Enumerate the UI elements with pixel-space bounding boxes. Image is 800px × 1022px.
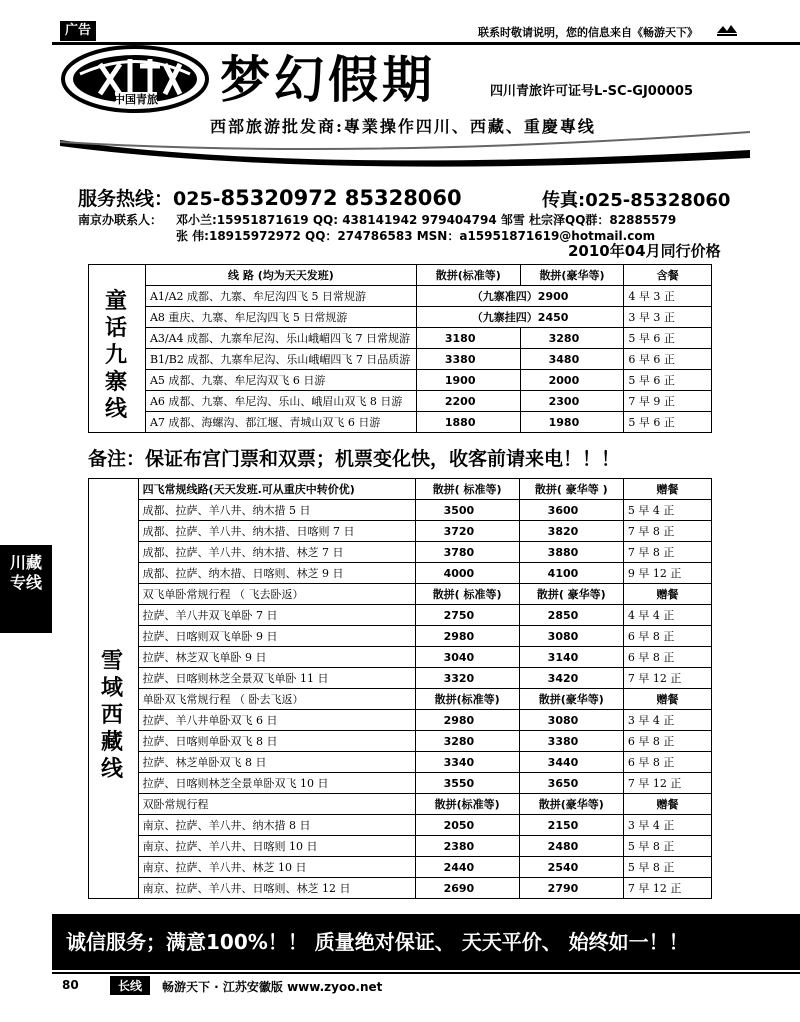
table-row (89, 647, 712, 668)
table-row (89, 563, 712, 584)
luxury-price-cell: 2000 (520, 370, 624, 391)
standard-price-cell: 2380 (415, 836, 519, 857)
column-header: 散拼(标准等) (415, 794, 519, 815)
meal-cell: 4 早 3 正 (624, 286, 712, 307)
side-tab-line-2: 专线 (9, 573, 42, 592)
route-cell: 拉萨、羊八井单卧双飞 6 日 (138, 710, 415, 731)
route-cell: 拉萨、林芝单卧双飞 8 日 (138, 752, 415, 773)
standard-price-cell: 3340 (415, 752, 519, 773)
table-row (89, 412, 712, 433)
column-header: 散拼(豪华等) (519, 794, 623, 815)
tibet-table (88, 478, 712, 899)
hotline-label: 服务热线：025- (78, 188, 221, 210)
column-header: 散拼(标准等) (416, 265, 520, 286)
route-cell: A1/A2 成都、九寨、牟尼沟四飞 5 日常规游 (145, 286, 416, 307)
luxury-price-cell: 3280 (520, 328, 624, 349)
luxury-price-cell: 3480 (520, 349, 624, 370)
side-tab-line-1: 川藏 (9, 553, 42, 572)
table-row (89, 668, 712, 689)
standard-price-cell: 3180 (416, 328, 520, 349)
section-header-row (89, 689, 712, 710)
meal-cell: 6 早 8 正 (623, 647, 711, 668)
price-date: 2010年04月同行价格 (568, 242, 721, 260)
section-header-row (89, 794, 712, 815)
table-row (89, 286, 712, 307)
standard-price-cell: 3380 (416, 349, 520, 370)
table-row (89, 500, 712, 521)
fax-number: 传真:025-85328060 (542, 190, 731, 211)
meal-cell: 5 早 6 正 (624, 412, 712, 433)
luxury-price-cell: 3650 (519, 773, 623, 794)
luxury-price-cell: 2300 (520, 391, 624, 412)
route-cell: A7 成都、海螺沟、都江堰、青城山双飞 6 日游 (145, 412, 416, 433)
standard-price-cell: 2980 (415, 626, 519, 647)
luxury-price-cell: 2790 (519, 878, 623, 899)
route-cell: 南京、拉萨、羊八井、林芝 10 日 (138, 857, 415, 878)
standard-price-cell: 3720 (415, 521, 519, 542)
table-row (89, 349, 712, 370)
standard-price-cell: 3780 (415, 542, 519, 563)
meal-cell: 7 早 12 正 (623, 878, 711, 899)
jiuzhai-title: 童话九寨线 (104, 289, 127, 422)
column-header: 双卧常规行程 (138, 794, 415, 815)
meal-cell: 5 早 4 正 (623, 500, 711, 521)
table-row (89, 815, 712, 836)
meal-cell: 6 早 8 正 (623, 752, 711, 773)
table-row (89, 370, 712, 391)
standard-price-cell: 1900 (416, 370, 520, 391)
meal-cell: 9 早 12 正 (623, 563, 711, 584)
standard-price-cell: 4000 (415, 563, 519, 584)
page-number: 80 (62, 978, 79, 992)
table-row (89, 626, 712, 647)
table-row (89, 521, 712, 542)
luxury-price-cell: 3880 (519, 542, 623, 563)
column-header: 赠餐 (623, 584, 711, 605)
column-header: 线 路 (均为天天发班) (145, 265, 416, 286)
standard-price-cell: 3040 (415, 647, 519, 668)
hotline-numbers: 85320972 85328060 (220, 186, 462, 210)
luxury-price-cell: 3820 (519, 521, 623, 542)
logo-text: 中国青旅 (114, 93, 158, 106)
column-header: 赠餐 (623, 794, 711, 815)
route-cell: A8 重庆、九寨、牟尼沟四飞 5 日常规游 (145, 307, 416, 328)
luxury-price-cell: 3080 (519, 710, 623, 731)
route-cell: A3/A4 成都、九寨牟尼沟、乐山峨嵋四飞 7 日常规游 (145, 328, 416, 349)
luxury-price-cell: 2480 (519, 836, 623, 857)
column-header: 散拼(标准等) (415, 689, 519, 710)
section-header-row (89, 479, 712, 500)
column-header: 散拼( 标准等) (415, 479, 519, 500)
meal-cell: 3 早 4 正 (623, 815, 711, 836)
luxury-price-cell: 2150 (519, 815, 623, 836)
meal-cell: 6 早 6 正 (624, 349, 712, 370)
standard-price-cell: 2690 (415, 878, 519, 899)
contact-line-1: 邓小兰:15951871619 QQ: 438141942 979404794 邹雪 杜宗泽QQ群：82885579 (176, 213, 677, 227)
meal-cell: 3 早 3 正 (624, 307, 712, 328)
merged-price-cell: （九寨准四）2900 (416, 286, 623, 307)
luxury-price-cell: 3440 (519, 752, 623, 773)
column-header: 四飞常规线路(天天发班.可从重庆中转价优) (138, 479, 415, 500)
route-cell: 南京、拉萨、羊八井、日喀则、林芝 12 日 (138, 878, 415, 899)
route-cell: A6 成都、九寨、牟尼沟、乐山、峨眉山双飞 8 日游 (145, 391, 416, 412)
table-row (89, 878, 712, 899)
meal-cell: 7 早 8 正 (623, 542, 711, 563)
standard-price-cell: 2440 (415, 857, 519, 878)
standard-price-cell: 2200 (416, 391, 520, 412)
license-number: 四川青旅许可证号L-SC-GJ00005 (490, 84, 694, 99)
route-cell: 拉萨、日喀则林芝全景双飞单卧 11 日 (138, 668, 415, 689)
ad-tag: 广告 (60, 21, 96, 41)
source-note: 联系时敬请说明，您的信息来自《畅游天下》 (478, 26, 698, 39)
meal-cell: 5 早 8 正 (623, 836, 711, 857)
remark-note: 备注：保证布宫门票和双票；机票变化快，收客前请来电！！！ (88, 448, 621, 470)
route-cell: 拉萨、日喀则双飞单卧 9 日 (138, 626, 415, 647)
bottom-slogan: 诚信服务；满意100%！！ 质量绝对保证、 天天平价、 始终如一！！ (52, 914, 800, 970)
cyts-logo-icon (60, 44, 210, 114)
route-cell: B1/B2 成都、九寨牟尼沟、乐山峨嵋四飞 7 日品质游 (145, 349, 416, 370)
table-row (89, 307, 712, 328)
jiuzhai-table (88, 264, 712, 433)
table-row (89, 731, 712, 752)
luxury-price-cell: 1980 (520, 412, 624, 433)
meal-cell: 6 早 8 正 (623, 731, 711, 752)
table-row (89, 752, 712, 773)
luxury-price-cell: 2540 (519, 857, 623, 878)
footer-publication: 畅游天下 · 江苏安徽版 www.zyoo.net (162, 980, 383, 994)
meal-cell: 5 早 6 正 (624, 370, 712, 391)
column-header: 双飞单卧常规行程 （ 飞去卧返） (138, 584, 415, 605)
route-cell: 成都、拉萨、羊八井、纳木措、日喀则 7 日 (138, 521, 415, 542)
luxury-price-cell: 3380 (519, 731, 623, 752)
route-cell: 拉萨、林芝双飞单卧 9 日 (138, 647, 415, 668)
meal-cell: 6 早 8 正 (623, 626, 711, 647)
luxury-price-cell: 3140 (519, 647, 623, 668)
meal-cell: 7 早 9 正 (624, 391, 712, 412)
table-row (89, 391, 712, 412)
column-header: 单卧双飞常规行程 （ 卧去飞返） (138, 689, 415, 710)
meal-cell: 3 早 4 正 (623, 710, 711, 731)
luxury-price-cell: 3080 (519, 626, 623, 647)
standard-price-cell: 1880 (416, 412, 520, 433)
merged-price-cell: （九寨挂四）2450 (416, 307, 623, 328)
column-header: 散拼( 标准等) (415, 584, 519, 605)
brand-title: 梦幻假期 (220, 50, 436, 109)
route-cell: A5 成都、九寨、牟尼沟双飞 6 日游 (145, 370, 416, 391)
route-cell: 成都、拉萨、羊八井、纳木措、林芝 7 日 (138, 542, 415, 563)
contact-line-2: 张 伟:18915972972 QQ：274786583 MSN：a15951871619@hotmail.com (176, 229, 656, 243)
column-header: 散拼( 豪华等 ) (519, 479, 623, 500)
meal-cell: 5 早 8 正 (623, 857, 711, 878)
table-row (89, 857, 712, 878)
header-slogan: 西部旅游批发商:專業操作四川、西藏、重慶專线 (210, 117, 596, 136)
column-header: 赠餐 (623, 689, 711, 710)
service-hotline (78, 184, 462, 211)
standard-price-cell: 3280 (415, 731, 519, 752)
standard-price-cell: 2980 (415, 710, 519, 731)
standard-price-cell: 3500 (415, 500, 519, 521)
luxury-price-cell: 3420 (519, 668, 623, 689)
office-label: 南京办联系人： (78, 213, 163, 227)
table-row (89, 710, 712, 731)
route-cell: 成都、拉萨、羊八井、纳木措 5 日 (138, 500, 415, 521)
luxury-price-cell: 4100 (519, 563, 623, 584)
column-header: 散拼(豪华等) (520, 265, 624, 286)
table-header-row (89, 265, 712, 286)
route-cell: 南京、拉萨、羊八井、日喀则 10 日 (138, 836, 415, 857)
section-header-row (89, 584, 712, 605)
standard-price-cell: 3550 (415, 773, 519, 794)
column-header: 散拼( 豪华等) (519, 584, 623, 605)
meal-cell: 4 早 4 正 (623, 605, 711, 626)
section-side-tab (0, 545, 52, 633)
tibet-title: 雪域西藏线 (100, 649, 123, 782)
table-row (89, 328, 712, 349)
table-row (89, 773, 712, 794)
route-cell: 拉萨、日喀则单卧双飞 8 日 (138, 731, 415, 752)
table-row (89, 605, 712, 626)
luxury-price-cell: 2850 (519, 605, 623, 626)
standard-price-cell: 3320 (415, 668, 519, 689)
meal-cell: 5 早 6 正 (624, 328, 712, 349)
meal-cell: 7 早 12 正 (623, 773, 711, 794)
route-cell: 拉萨、羊八井双飞单卧 7 日 (138, 605, 415, 626)
route-cell: 南京、拉萨、羊八井、纳木措 8 日 (138, 815, 415, 836)
route-cell: 拉萨、日喀则林芝全景单卧双飞 10 日 (138, 773, 415, 794)
luxury-price-cell: 3600 (519, 500, 623, 521)
standard-price-cell: 2750 (415, 605, 519, 626)
standard-price-cell: 2050 (415, 815, 519, 836)
magazine-logo-icon (716, 23, 738, 37)
footer-tag: 长线 (110, 976, 150, 995)
column-header: 含餐 (624, 265, 712, 286)
route-cell: 成都、拉萨、纳木措、日喀则、林芝 9 日 (138, 563, 415, 584)
table-row (89, 836, 712, 857)
meal-cell: 7 早 12 正 (623, 668, 711, 689)
column-header: 赠餐 (623, 479, 711, 500)
meal-cell: 7 早 8 正 (623, 521, 711, 542)
table-row (89, 542, 712, 563)
column-header: 散拼(豪华等) (519, 689, 623, 710)
